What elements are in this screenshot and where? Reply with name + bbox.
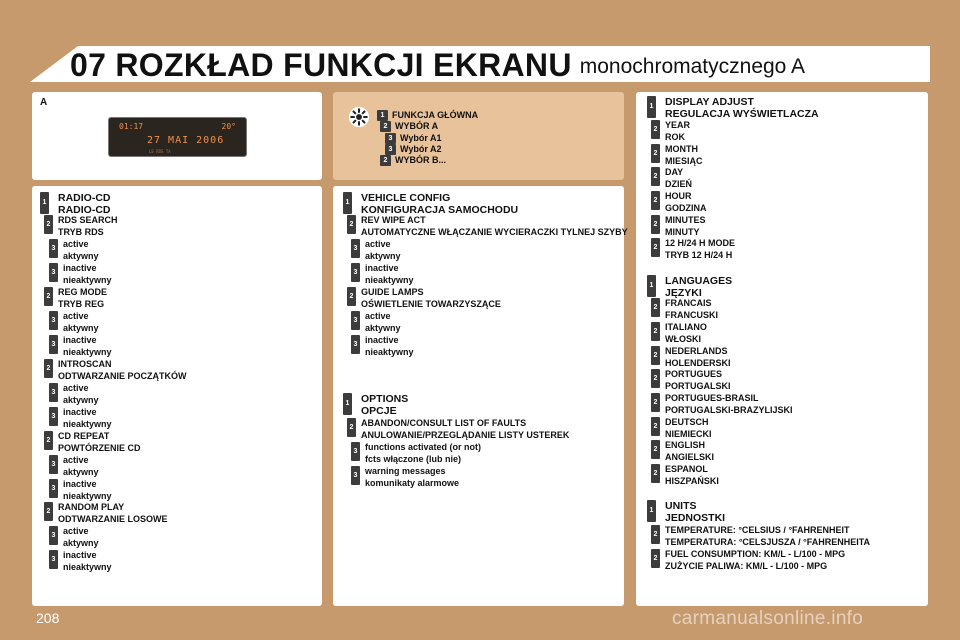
- level-badge: 2: [347, 215, 356, 234]
- level-badge: 3: [385, 144, 396, 155]
- radio-item-level-2: [44, 287, 107, 310]
- level-badge: 2: [44, 502, 53, 521]
- level-badge: 2: [380, 155, 391, 166]
- level-badge: 2: [651, 322, 660, 341]
- languages-item-level-2: [651, 346, 731, 369]
- level-badge: 1: [377, 110, 388, 121]
- languages-item-level-2: [651, 417, 712, 440]
- display-adjust-item-level-2: [651, 167, 692, 190]
- radio-item-level-3: [49, 335, 112, 358]
- level-badge: 2: [380, 121, 391, 132]
- level-badge: 2: [651, 215, 660, 234]
- level-badge: 3: [49, 383, 58, 402]
- level-badge: 3: [351, 311, 360, 330]
- radio-item-level-3: [49, 550, 112, 573]
- level-badge: 2: [347, 287, 356, 306]
- page-title: [70, 44, 805, 84]
- level-badge: 2: [651, 464, 660, 483]
- item-text: inactive nieaktywny: [365, 335, 414, 357]
- lcd-time: 01:17: [119, 122, 144, 131]
- level-badge: 2: [651, 238, 660, 257]
- item-text: FUEL CONSUMPTION: KM/L - L/100 - MPG ZUŻYCIE PALIWA: KM/L - L/100 - MPG: [665, 549, 846, 571]
- item-text: RADIO-CD RADIO-CD: [58, 192, 111, 216]
- level-badge: 2: [44, 215, 53, 234]
- item-text: GUIDE LAMPS OŚWIETLENIE TOWARZYSZĄCE: [361, 287, 501, 309]
- vehicle-item-level-3: [351, 239, 401, 262]
- level-badge: 2: [44, 359, 53, 378]
- level-badge: 3: [49, 550, 58, 569]
- item-text: MINUTES MINUTY: [665, 215, 706, 237]
- display-adjust-item-level-2: [651, 191, 707, 214]
- item-text: YEAR ROK: [665, 120, 691, 142]
- display-adjust-item-level-2: [651, 238, 735, 261]
- level-badge: 2: [651, 298, 660, 317]
- level-badge: 2: [651, 144, 660, 163]
- item-text: WYBÓR B...: [395, 155, 446, 165]
- item-text: REV WIPE ACT AUTOMATYCZNE WŁĄCZANIE WYCIERACZKI TYLNEJ SZYBY: [361, 215, 628, 237]
- item-text: INTROSCAN ODTWARZANIE POCZĄTKÓW: [58, 359, 187, 381]
- vehicle-item-level-3: [351, 335, 414, 358]
- item-text: DISPLAY ADJUST REGULACJA WYŚWIETLACZA: [665, 96, 819, 120]
- display-adjust-item-level-2: [651, 120, 690, 143]
- level-badge: 3: [49, 455, 58, 474]
- item-text: ESPANOL HISZPAŃSKI: [665, 464, 719, 486]
- lcd-indicators: LE RDS TA: [149, 149, 171, 154]
- title-main: 07 ROZKŁAD FUNKCJI EKRANU: [70, 47, 572, 83]
- item-text: WYBÓR A: [395, 121, 439, 131]
- radio-item-level-2: [44, 215, 118, 238]
- item-text: inactive nieaktywny: [63, 263, 112, 285]
- item-text: RDS SEARCH TRYB RDS: [58, 215, 118, 237]
- radio-item-level-3: [49, 479, 112, 502]
- radio-item-level-3: [49, 407, 112, 430]
- level-badge: 3: [49, 526, 58, 545]
- item-text: OPTIONS OPCJE: [361, 393, 409, 417]
- item-text: ITALIANO WŁOSKI: [665, 322, 707, 344]
- item-text: LANGUAGES JĘZYKI: [665, 275, 733, 299]
- level-badge: 2: [44, 431, 53, 450]
- item-text: active aktywny: [365, 311, 401, 333]
- level-badge: 1: [40, 192, 49, 214]
- main-function-item-level-1: [377, 110, 478, 121]
- level-badge: 3: [385, 133, 396, 144]
- level-badge: 3: [351, 263, 360, 282]
- item-text: ABANDON/CONSULT LIST OF FAULTS ANULOWANIE/PRZEGLĄDANIE LISTY USTEREK: [361, 418, 570, 440]
- vehicle-item-level-1: [343, 192, 518, 216]
- display-adjust-item-level-2: [651, 215, 706, 238]
- level-badge: 3: [49, 263, 58, 282]
- radio-item-level-2: [44, 431, 141, 454]
- level-badge: 1: [647, 275, 656, 297]
- item-text: inactive nieaktywny: [63, 479, 112, 501]
- main-function-item-level-2: [380, 155, 446, 166]
- item-text: active aktywny: [63, 383, 99, 405]
- item-text: FUNKCJA GŁÓWNA: [392, 110, 479, 120]
- radio-item-level-3: [49, 455, 99, 478]
- item-text: active aktywny: [63, 311, 99, 333]
- item-text: inactive nieaktywny: [63, 335, 112, 357]
- options-item-level-3: [351, 466, 459, 489]
- radio-item-level-2: [44, 359, 187, 382]
- level-badge: 3: [49, 407, 58, 426]
- languages-item-level-2: [651, 393, 793, 416]
- options-item-level-1: [343, 393, 408, 417]
- item-text: PORTUGUES PORTUGALSKI: [665, 369, 731, 391]
- item-text: active aktywny: [365, 239, 401, 261]
- lcd-temp: 20°: [221, 122, 236, 131]
- languages-item-level-2: [651, 369, 731, 392]
- radio-item-level-1: [40, 192, 111, 216]
- options-item-level-2: [347, 418, 569, 441]
- main-function-panel: [333, 92, 624, 180]
- item-text: TEMPERATURE: °CELSIUS / °FAHRENHEIT TEMPERATURA: °CELSJUSZA / °FAHRENHEITA: [665, 525, 871, 547]
- item-text: active aktywny: [63, 526, 99, 548]
- item-text: Wybór A2: [400, 144, 442, 154]
- main-function-item-level-3: [385, 133, 442, 144]
- display-adjust-item-level-2: [651, 144, 703, 167]
- level-badge: 1: [647, 500, 656, 522]
- level-badge: 1: [647, 96, 656, 118]
- display-adjust-item-level-1: [647, 96, 819, 120]
- radio-item-level-3: [49, 239, 99, 262]
- level-badge: 2: [651, 440, 660, 459]
- item-text: REG MODE TRYB REG: [58, 287, 108, 309]
- level-badge: 2: [651, 167, 660, 186]
- item-text: HOUR GODZINA: [665, 191, 707, 213]
- languages-item-level-2: [651, 298, 718, 321]
- level-badge: 3: [351, 335, 360, 354]
- vehicle-item-level-2: [347, 215, 628, 238]
- item-text: inactive nieaktywny: [365, 263, 414, 285]
- level-badge: 2: [651, 417, 660, 436]
- vehicle-item-level-3: [351, 263, 414, 286]
- item-text: 12 H/24 H MODE TRYB 12 H/24 H: [665, 238, 736, 260]
- item-text: FRANCAIS FRANCUSKI: [665, 298, 718, 320]
- item-text: DAY DZIEŃ: [665, 167, 692, 189]
- display-label: A: [40, 97, 48, 108]
- level-badge: 3: [351, 442, 360, 461]
- item-text: active aktywny: [63, 455, 99, 477]
- item-text: Wybór A1: [400, 133, 442, 143]
- level-badge: 3: [49, 311, 58, 330]
- item-text: functions activated (or not) fcts włączone (lub nie): [365, 442, 482, 464]
- level-badge: 2: [347, 418, 356, 437]
- item-text: inactive nieaktywny: [63, 550, 112, 572]
- units-item-level-2: [651, 525, 870, 548]
- level-badge: 2: [651, 346, 660, 365]
- settings-gear-icon: [348, 106, 370, 128]
- level-badge: 3: [49, 239, 58, 258]
- radio-item-level-2: [44, 502, 168, 525]
- lcd-display: [108, 117, 247, 157]
- level-badge: 3: [49, 335, 58, 354]
- page-number: 208: [36, 610, 60, 626]
- vehicle-item-level-3: [351, 311, 401, 334]
- title-subtitle: monochromatycznego A: [579, 55, 806, 78]
- radio-item-level-3: [49, 263, 112, 286]
- item-text: ENGLISH ANGIELSKI: [665, 440, 715, 462]
- level-badge: 3: [351, 466, 360, 485]
- languages-item-level-2: [651, 322, 707, 345]
- level-badge: 1: [343, 192, 352, 214]
- level-badge: 2: [44, 287, 53, 306]
- item-text: NEDERLANDS HOLENDERSKI: [665, 346, 731, 368]
- languages-item-level-2: [651, 440, 714, 463]
- level-badge: 1: [343, 393, 352, 415]
- item-text: warning messages komunikaty alarmowe: [365, 466, 460, 488]
- level-badge: 2: [651, 369, 660, 388]
- units-item-level-2: [651, 549, 845, 572]
- main-function-item-level-3: [385, 144, 442, 155]
- vehicle-item-level-2: [347, 287, 501, 310]
- radio-item-level-3: [49, 311, 99, 334]
- radio-item-level-3: [49, 383, 99, 406]
- watermark: carmanualsonline.info: [672, 608, 864, 629]
- main-function-item-level-2: [380, 121, 438, 132]
- level-badge: 3: [49, 479, 58, 498]
- languages-item-level-1: [647, 275, 732, 299]
- level-badge: 2: [651, 549, 660, 568]
- level-badge: 3: [351, 239, 360, 258]
- item-text: active aktywny: [63, 239, 99, 261]
- lcd-date: 27 MAI 2006: [147, 135, 225, 146]
- languages-item-level-2: [651, 464, 719, 487]
- item-text: MONTH MIESIĄC: [665, 144, 703, 166]
- units-item-level-1: [647, 500, 725, 524]
- item-text: CD REPEAT POWTÓRZENIE CD: [58, 431, 141, 453]
- item-text: DEUTSCH NIEMIECKI: [665, 417, 712, 439]
- item-text: UNITS JEDNOSTKI: [665, 500, 726, 524]
- item-text: PORTUGUES-BRASIL PORTUGALSKI-BRAZYLIJSKI: [665, 393, 793, 415]
- item-text: VEHICLE CONFIG KONFIGURACJA SAMOCHODU: [361, 192, 519, 216]
- options-item-level-3: [351, 442, 481, 465]
- level-badge: 2: [651, 393, 660, 412]
- item-text: RANDOM PLAY ODTWARZANIE LOSOWE: [58, 502, 168, 524]
- level-badge: 2: [651, 191, 660, 210]
- radio-item-level-3: [49, 526, 99, 549]
- item-text: inactive nieaktywny: [63, 407, 112, 429]
- level-badge: 2: [651, 120, 660, 139]
- level-badge: 2: [651, 525, 660, 544]
